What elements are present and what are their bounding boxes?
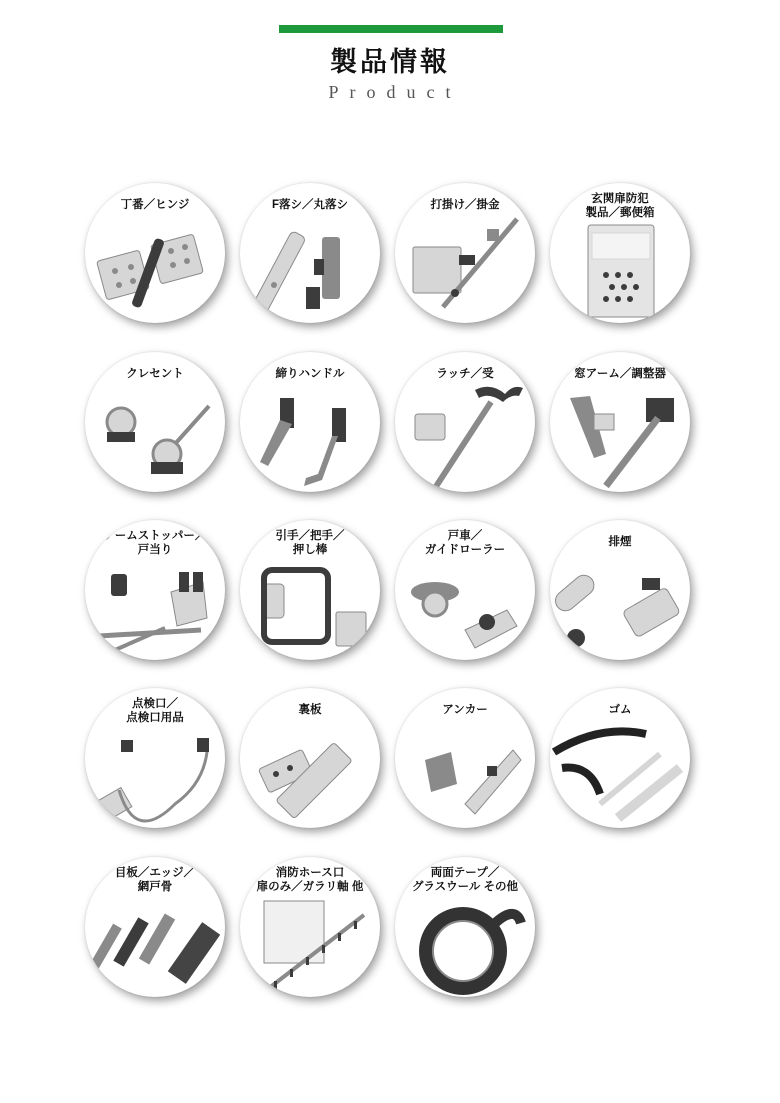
product-card[interactable]: [395, 688, 535, 828]
product-card-label: F落シ／丸落シ: [271, 199, 349, 211]
product-card[interactable]: [240, 183, 380, 323]
product-card[interactable]: [85, 183, 225, 323]
product-card[interactable]: [240, 352, 380, 492]
product-card-label: 引手／把手／ 押し棒: [275, 530, 345, 556]
product-card[interactable]: [240, 520, 380, 660]
product-card-label: 窓アーム／調整器: [574, 368, 666, 380]
product-card-label: 裏板: [298, 704, 322, 716]
product-card-label: クレセント: [126, 368, 184, 380]
product-card-label: 消防ホース口 扉のみ／ガラリ軸 他: [256, 867, 364, 893]
product-card-label: 玄関扉防犯 製品／郵便箱: [585, 193, 655, 219]
product-card[interactable]: [395, 857, 535, 997]
product-card-label: 締りハンドル: [275, 368, 345, 380]
product-card[interactable]: [85, 857, 225, 997]
product-card[interactable]: [85, 352, 225, 492]
product-card-label: アームストッパー／ 戸当り: [103, 530, 207, 556]
product-card[interactable]: [85, 688, 225, 828]
page-title: 製品情報: [330, 47, 450, 78]
product-card[interactable]: [550, 183, 690, 323]
product-card[interactable]: [240, 857, 380, 997]
product-card[interactable]: [395, 183, 535, 323]
product-card-label: ゴム: [608, 704, 632, 716]
product-card-label: 両面テープ／ グラスウール その他: [411, 867, 519, 893]
product-card-label: 丁番／ヒンジ: [120, 199, 190, 211]
product-card[interactable]: [395, 520, 535, 660]
product-card-label: アンカー: [442, 704, 488, 716]
product-card[interactable]: [85, 520, 225, 660]
product-card-label: 排煙: [608, 536, 632, 548]
product-card-label: ラッチ／受: [436, 368, 494, 380]
page-subtitle: Product: [328, 82, 462, 102]
product-card[interactable]: [395, 352, 535, 492]
product-card-label: 打掛け／掛金: [430, 199, 500, 211]
product-card[interactable]: [240, 688, 380, 828]
product-card-label: 戸車／ ガイドローラー: [424, 530, 506, 556]
product-card[interactable]: [550, 352, 690, 492]
product-card-label: 目板／エッジ／ 網戸骨: [114, 867, 196, 893]
product-card[interactable]: [550, 520, 690, 660]
product-card[interactable]: [550, 688, 690, 828]
product-card-label: 点検口／ 点検口用品: [126, 698, 184, 724]
